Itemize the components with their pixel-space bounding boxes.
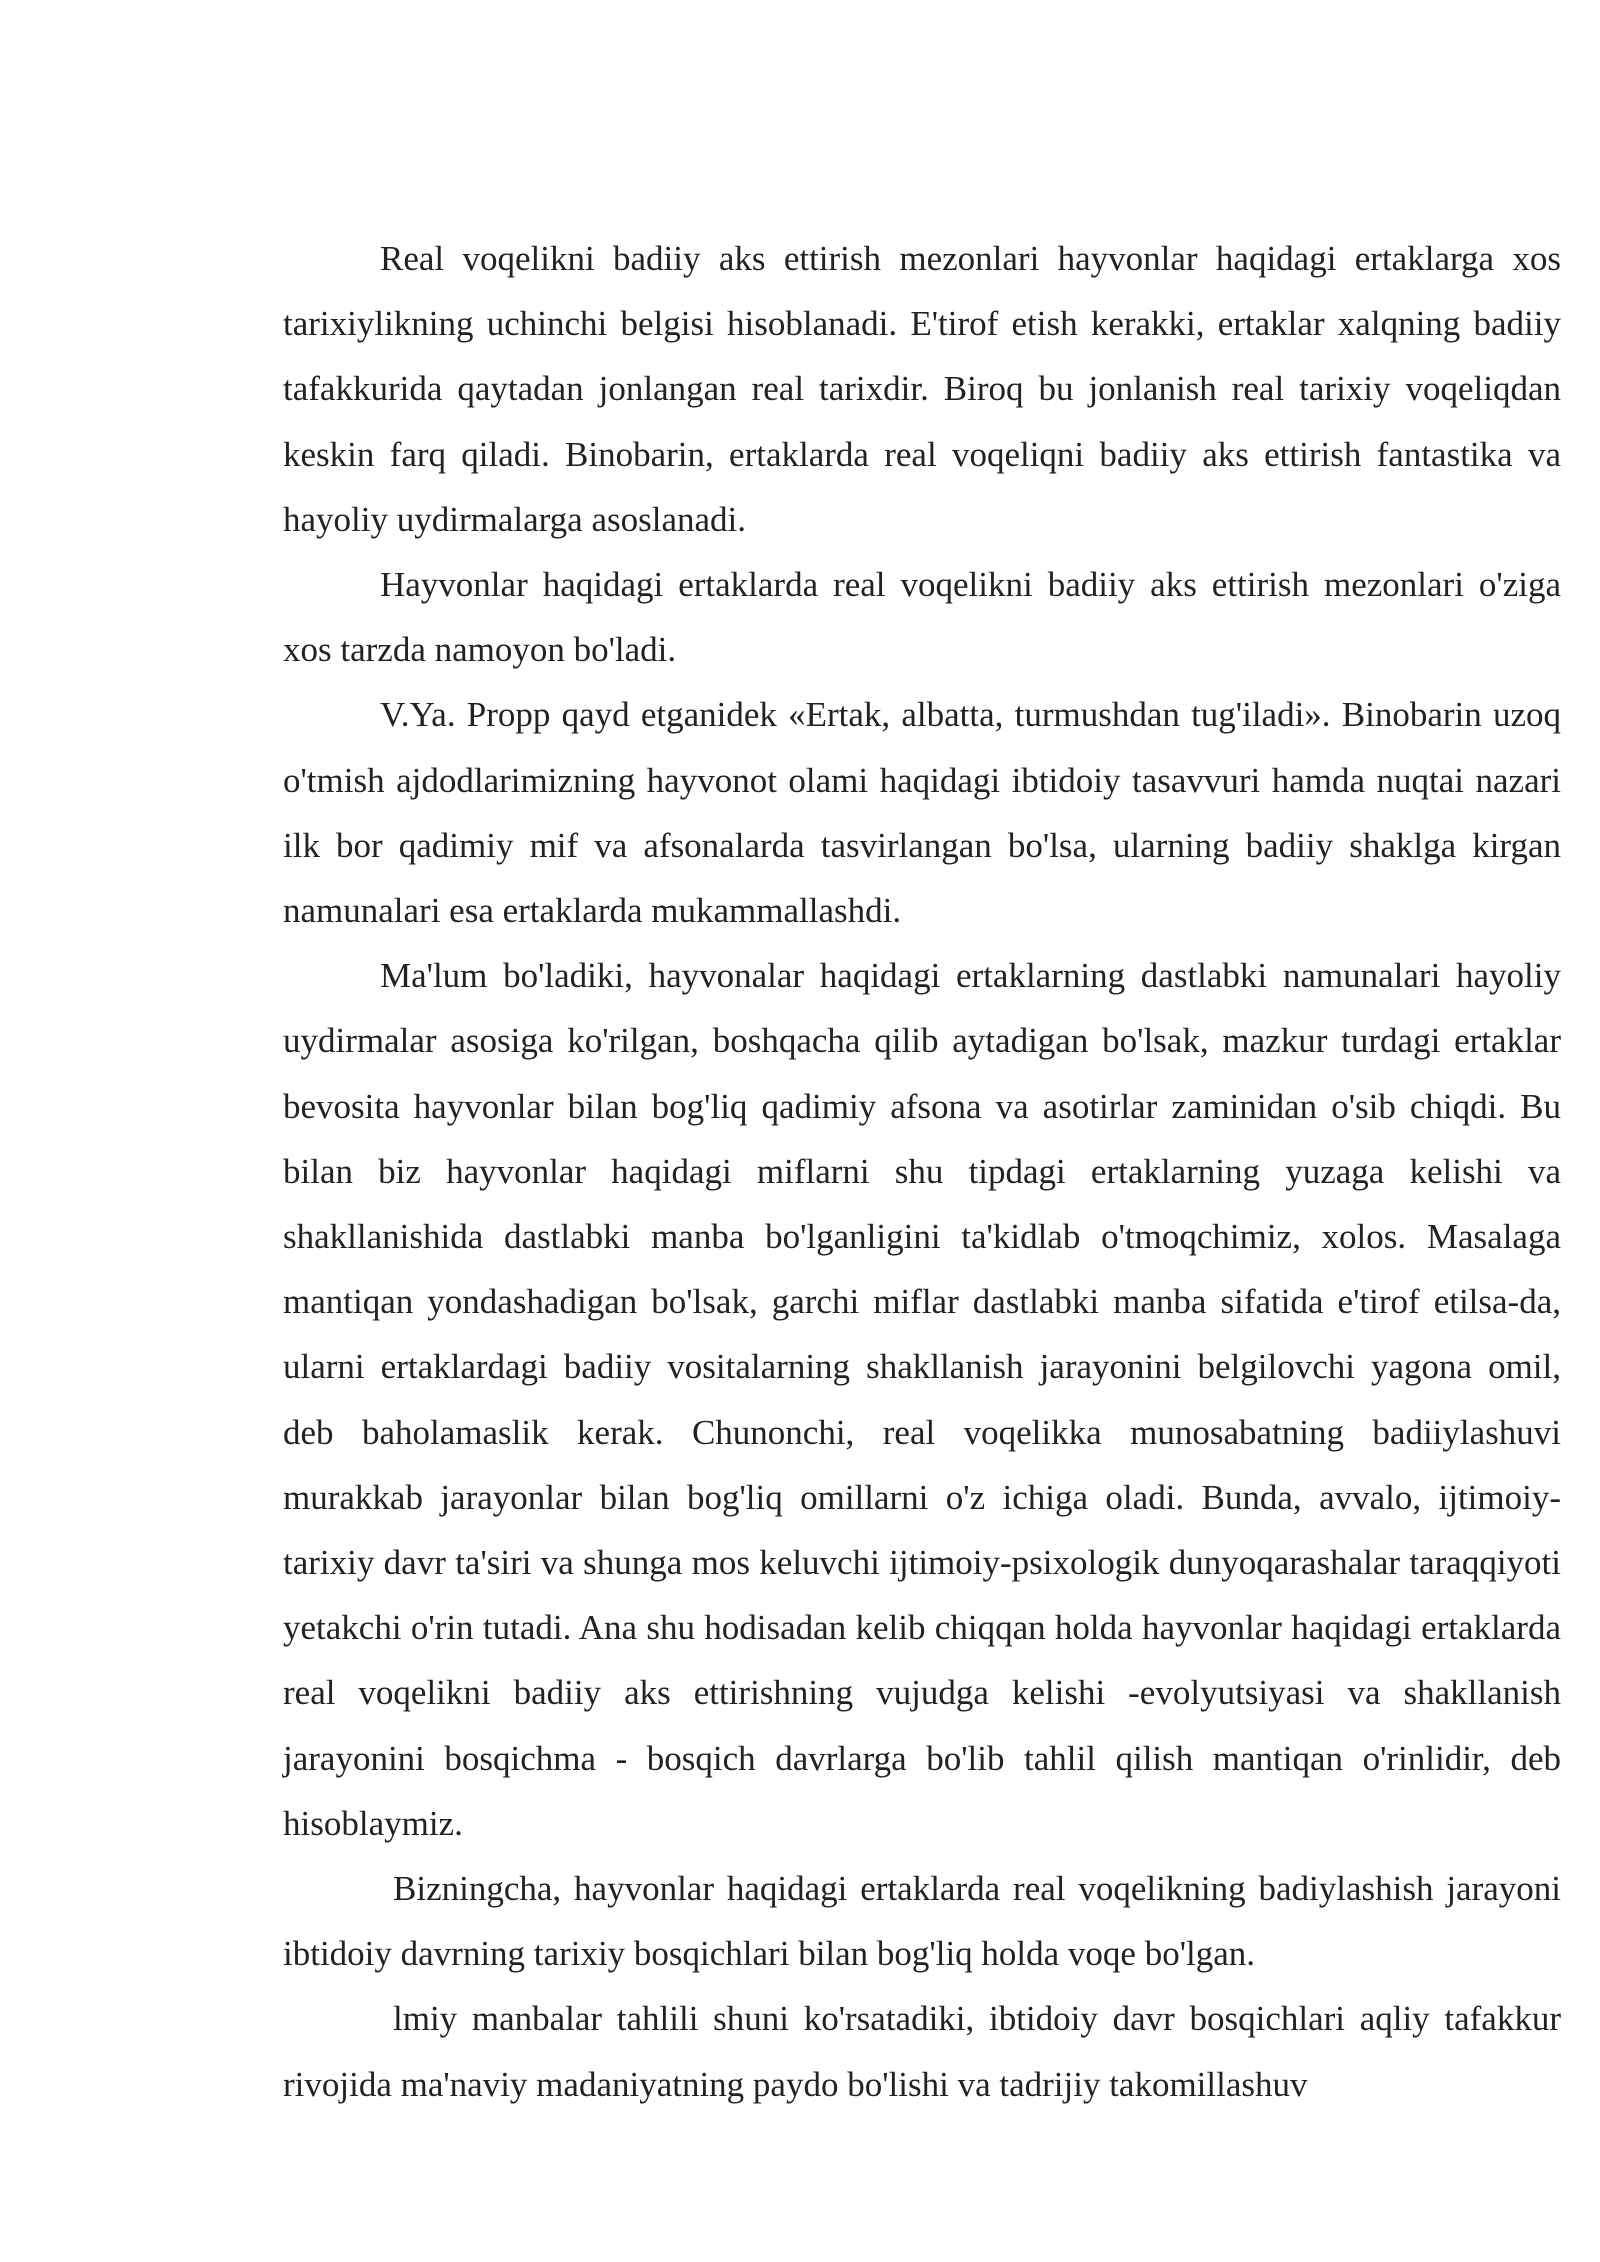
paragraph-1: Real voqelikni badiiy aks ettirish mezonlari hayvonlar haqidagi ertaklarga xos tarixiylikning uchinchi belgisi hisoblanadi. E'tirof etish kerakki, ertaklar xalqning badiiy tafakkurida qaytadan jonlangan real tarixdir. Biroq bu jonlanish real tarixiy voqeliqdan keskin farq qiladi. Binobarin, ertaklarda real voqeliqni badiiy aks ettirish fantastika va hayoliy uydirmalarga asoslanadi. (283, 239, 1561, 539)
document-body (283, 226, 1561, 2117)
paragraph-5: Bizningcha, hayvonlar haqidagi ertaklarda real voqelikning badiylashish jarayoni ibtidoiy davrning tarixiy bosqichlari bilan bog'liq holda voqe bo'lgan. (283, 1869, 1561, 1974)
paragraph-2: Hayvonlar haqidagi ertaklarda real voqelikni badiiy aks ettirish mezonlari o'ziga xos tarzda namoyon bo'ladi. (283, 565, 1561, 670)
paragraph-4: Ma'lum bo'ladiki, hayvonalar haqidagi ertaklarning dastlabki namunalari hayoliy uydirmalar asosiga ko'rilgan, boshqacha qilib aytadigan bo'lsak, mazkur turdagi ertaklar bevosita hayvonlar bilan bog'liq qadimiy afsona va asotirlar zaminidan o'sib chiqdi. Bu bilan biz hayvonlar haqidagi miflarni shu tipdagi ertaklarning yuzaga kelishi va shakllanishida dastlabki manba bo'lganligini ta'kidlab o'tmoqchimiz, xolos. Masalaga mantiqan yondashadigan bo'lsak, garchi miflar dastlabki manba sifatida e'tirof etilsa-da, ularni ertaklardagi badiiy vositalarning shakllanish jarayonini belgilovchi yagona omil, deb baholamaslik kerak. Chunonchi, real voqelikka munosabatning badiiylashuvi murakkab jarayonlar bilan bog'liq omillarni o'z ichiga oladi. Bunda, avvalo, ijtimoiy-tarixiy davr ta'siri va shunga mos keluvchi ijtimoiy-psixologik dunyoqarashalar taraqqiyoti yetakchi o'rin tutadi. Ana shu hodisadan kelib chiqqan holda hayvonlar haqidagi ertaklarda real voqelikni badiiy aks ettirishning vujudga kelishi -evolyutsiyasi va shakllanish jarayonini bosqichma - bosqich davrlarga bo'lib tahlil qilish mantiqan o'rinlidir, deb hisoblaymiz. (283, 956, 1561, 1843)
paragraph-3: V.Ya. Propp qayd etganidek «Ertak, albatta, turmushdan tug'iladi». Binobarin uzoq o'tmish ajdodlarimizning hayvonot olami haqidagi ibtidoiy tasavvuri hamda nuqtai nazari ilk bor qadimiy mif va afsonalarda tasvirlangan bo'lsa, ularning badiiy shaklga kirgan namunalari esa ertaklarda mukammallashdi. (283, 695, 1561, 931)
paragraph-6: lmiy manbalar tahlili shuni ko'rsatadiki, ibtidoiy davr bosqichlari aqliy tafakkur rivojida ma'naviy madaniyatning paydo bo'lishi va tadrijiy takomillashuv (283, 1999, 1561, 2104)
